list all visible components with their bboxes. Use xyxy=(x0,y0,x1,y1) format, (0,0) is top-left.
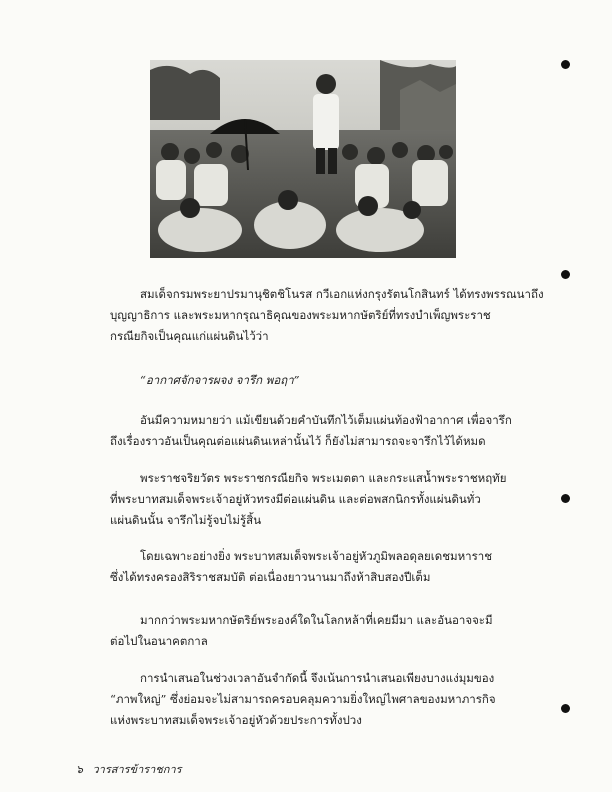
paragraph-meaning xyxy=(110,410,512,452)
text-line: การนำเสนอในช่วงเวลาอันจำกัดนี้ จึงเน้นการนำเสนอเพียงบางแง่มุมของ xyxy=(140,671,495,685)
text-line: มากกว่าพระมหากษัตริย์พระองค์ใดในโลกหล้าที่เคยมีมา และอันอาจจะมี xyxy=(140,613,493,627)
paragraph-longest xyxy=(110,610,493,652)
text-line: ซึ่งได้ทรงครองสิริราชสมบัติ ต่อเนื่องยาวนานมาถึงห้าสิบสองปีเต็ม xyxy=(110,570,431,584)
text-line: โดยเฉพาะอย่างยิ่ง พระบาทสมเด็จพระเจ้าอยู่หัวภูมิพลอดุลยเดชมหาราช xyxy=(140,549,493,563)
crowd-photo-image xyxy=(150,60,456,258)
paragraph-royal-conduct xyxy=(110,468,507,531)
text-line: สมเด็จกรมพระยาปรมานุชิตชิโนรส กวีเอกแห่งกรุงรัตนโกสินทร์ ได้ทรงพรรณนาถึง xyxy=(140,287,544,301)
paragraph-intro xyxy=(110,284,544,347)
text-line: บุญญาธิการ และพระมหากรุณาธิคุณของพระมหากษัตริย์ที่ทรงบำเพ็ญพระราช xyxy=(110,308,491,322)
page-footer xyxy=(76,760,188,778)
paragraph-quote xyxy=(110,370,490,391)
binder-hole-lower-middle xyxy=(561,494,570,503)
text-line: แห่งพระบาทสมเด็จพระเจ้าอยู่หัวด้วยประการทั้งปวง xyxy=(110,713,362,727)
page-number: ๖ xyxy=(76,763,83,776)
text-line: อันมีความหมายว่า แม้เขียนด้วยคำบันทึกไว้เต็มแผ่นท้องฟ้าอากาศ เพื่อจารึก xyxy=(140,413,512,427)
text-line: “ภาพใหญ่” ซึ่งย่อมจะไม่สามารถครอบคลุมความยิ่งใหญ่ไพศาลของมหาภารกิจ xyxy=(110,692,496,706)
text-line: ต่อไปในอนาคตกาล xyxy=(110,634,208,648)
text-line: กรณียกิจเป็นคุณแก่แผ่นดินไว้ว่า xyxy=(110,329,269,343)
paragraph-presentation xyxy=(110,668,496,731)
text-line: ที่พระบาทสมเด็จพระเจ้าอยู่หัวทรงมีต่อแผ่นดิน และต่อพสกนิกรทั้งแผ่นดินทั่ว xyxy=(110,492,481,506)
publication-title: วารสารข้าราชการ xyxy=(92,763,182,776)
text-line: ถึงเรื่องราวอันเป็นคุณต่อแผ่นดินเหล่านั้นไว้ ก็ยังไม่สามารถจะจารึกไว้ได้หมด xyxy=(110,434,486,448)
text-line: พระราชจริยวัตร พระราชกรณียกิจ พระเมตตา และกระแสน้ำพระราชหฤทัย xyxy=(140,471,507,485)
binder-hole-bottom xyxy=(561,704,570,713)
binder-hole-top xyxy=(561,60,570,69)
text-line: แผ่นดินนั้น จารึกไม่รู้จบไม่รู้สิ้น xyxy=(110,513,262,527)
binder-hole-upper-middle xyxy=(561,270,570,279)
crowd-photo xyxy=(150,60,456,258)
paragraph-reign xyxy=(110,546,493,588)
quote-text: “อากาศจักจารผจง จารึก พอฤา” xyxy=(140,373,300,387)
